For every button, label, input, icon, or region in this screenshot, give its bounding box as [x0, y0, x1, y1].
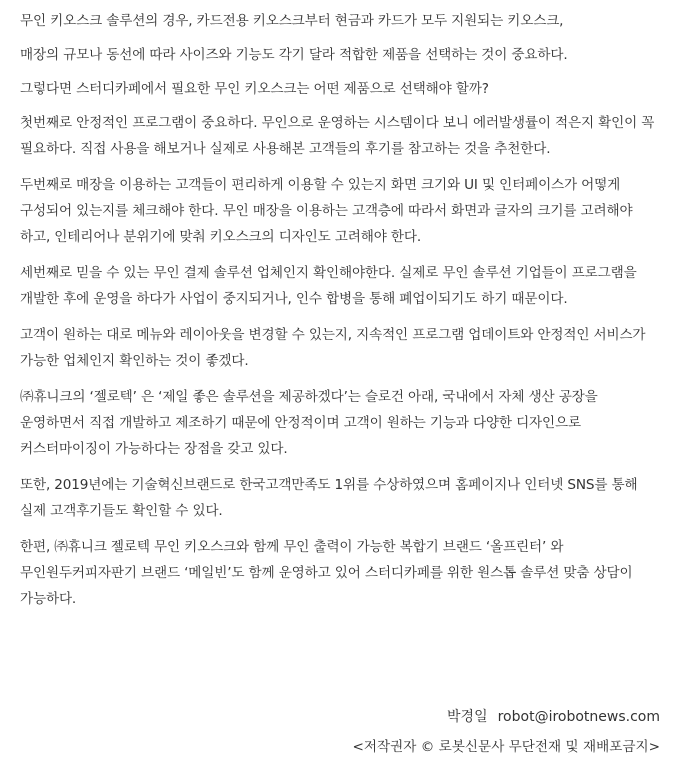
reporter-byline [447, 706, 660, 728]
reporter-email[interactable]: robot@irobotnews.com [497, 709, 660, 725]
article-paragraph-9: 또한, 2019년에는 기술혁신브랜드로 한국고객만족도 1위를 수상하였으며 홈페이지나 인터넷 SNS를 통해 실제 고객후기들도 확인할 수 있다. [20, 477, 638, 519]
article-paragraph-10: 한편, ㈜휴니크 젤로텍 무인 키오스크와 함께 무인 출력이 가능한 복합기 브랜드 ‘올프린터’ 와 무인원두커피자판기 브랜드 ‘메일빈’도 함께 운영하고 있어 스터디카페를 위한 원스톱 솔루션 맞춤 상담이 가능하다. [20, 539, 633, 607]
article-paragraph-6: 세번째로 믿을 수 있는 무인 결제 솔루션 업체인지 확인해야한다. 실제로 무인 솔루션 기업들이 프로그램을 개발한 후에 운영을 하다가 사업이 중지되거나, 인수 합병을 통해 폐업이되기도 하기 때문이다. [20, 265, 637, 307]
article-paragraph-1: 무인 키오스크 솔루션의 경우, 카드전용 키오스크부터 현금과 카드가 모두 지원되는 키오스크, [20, 13, 564, 29]
article-paragraph-4: 첫번째로 안정적인 프로그램이 중요하다. 무인으로 운영하는 시스템이다 보니 에러발생률이 적은지 확인이 꼭 필요하다. 직접 사용을 해보거나 실제로 사용해본 고객들의 후기를 참고하는 것을 추천한다. [20, 115, 655, 157]
article-paragraph-3: 그렇다면 스터디카페에서 필요한 무인 키오스크는 어떤 제품으로 선택해야 할까? [20, 81, 489, 97]
article-paragraph-5: 두번째로 매장을 이용하는 고객들이 편리하게 이용할 수 있는지 화면 크기와 UI 및 인터페이스가 어떻게 구성되어 있는지를 체크해야 한다. 무인 매장을 이용하는 고객층에 따라서 화면과 글자의 크기를 고려해야 하고, 인테리어나 분위기에 맞춰 키오스크의 디자인도 고려해야 한다. [20, 177, 633, 245]
article-paragraph-7: 고객이 원하는 대로 메뉴와 레이아웃을 변경할 수 있는지, 지속적인 프로그램 업데이트와 안정적인 서비스가 가능한 업체인지 확인하는 것이 좋겠다. [20, 327, 646, 369]
reporter-name: 박경일 [447, 709, 488, 725]
article-paragraph-8: ㈜휴니크의 ‘젤로텍’ 은 ‘제일 좋은 솔루션을 제공하겠다’는 슬로건 아래, 국내에서 자체 생산 공장을 운영하면서 직접 개발하고 제조하기 때문에 안정적이며 고객이 원하는 기능과 다양한 디자인으로 커스터마이징이 가능하다는 장점을 갖고 있다. [20, 389, 598, 457]
copyright-notice: <저작권자 © 로봇신문사 무단전재 및 재배포금지> [352, 739, 660, 755]
article-paragraph-2: 매장의 규모나 동선에 따라 사이즈와 기능도 각기 달라 적합한 제품을 선택하는 것이 중요하다. [20, 47, 568, 63]
